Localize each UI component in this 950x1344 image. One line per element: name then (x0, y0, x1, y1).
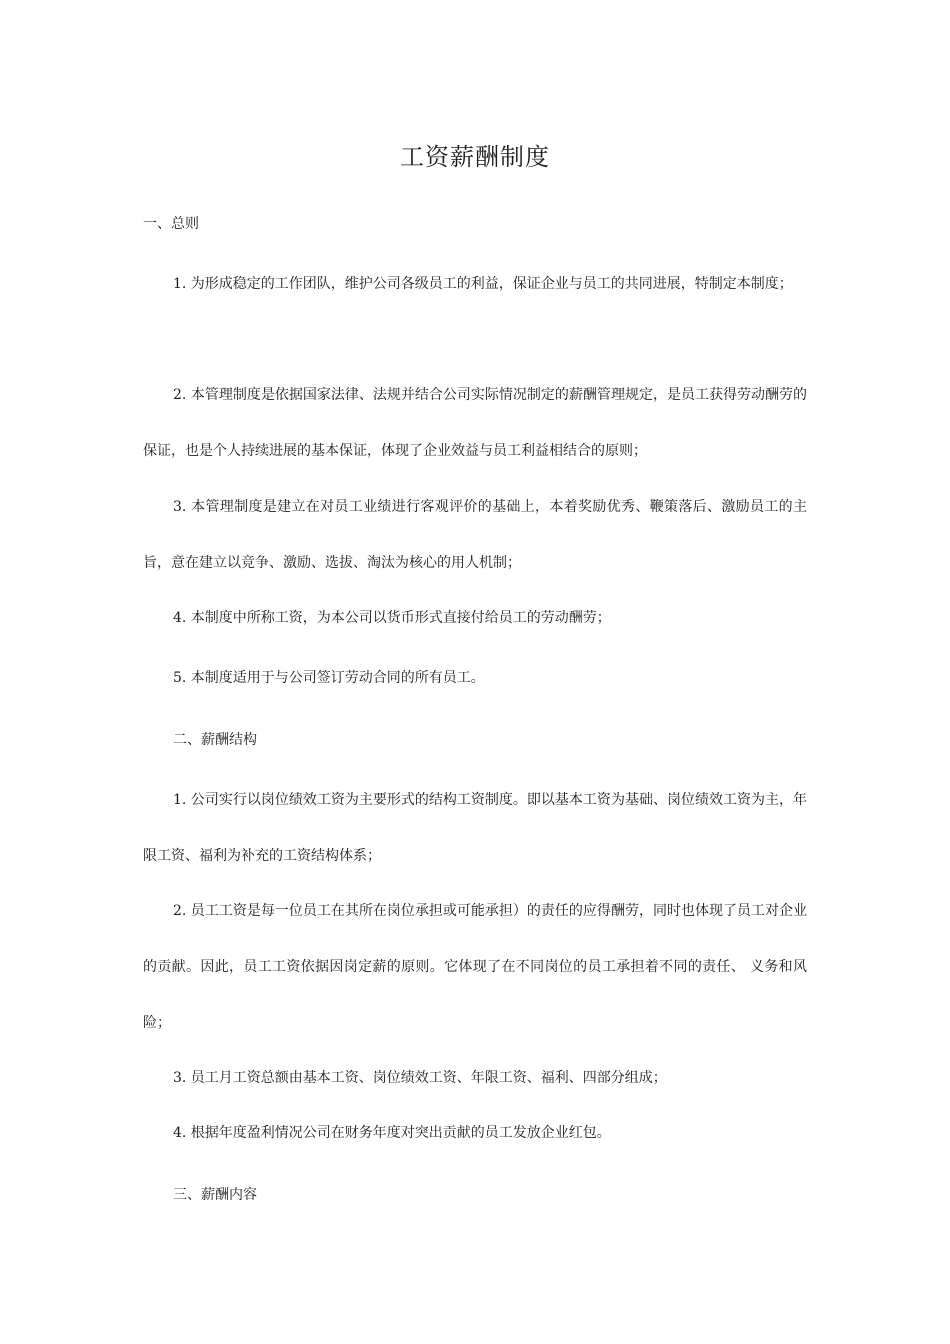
paragraph-2-3: 3. 员工月工资总额由基本工资、岗位绩效工资、年限工资、福利、四部分组成； (173, 1070, 667, 1086)
paragraph-1-3: 3. 本管理制度是建立在对员工业绩进行客观评价的基础上，本着奖励优秀、鞭策落后、激励员工的主旨，意在建立以竞争、激励、选拔、淘汰为核心的用人机制； (143, 499, 807, 571)
section-heading-salary-structure: 二、薪酬结构 (173, 732, 257, 748)
paragraph-1-2: 2. 本管理制度是依据国家法律、法规并结合公司实际情况制定的薪酬管理规定，是员工获得劳动酬劳的保证，也是个人持续进展的基本保证，体现了企业效益与员工利益相结合的原则； (143, 387, 807, 459)
paragraph-1-4: 4. 本制度中所称工资，为本公司以货币形式直接付给员工的劳动酬劳； (173, 610, 611, 626)
document-title: 工资薪酬制度 (400, 143, 550, 171)
section-heading-general: 一、总则 (143, 216, 199, 232)
paragraph-1-5: 5. 本制度适用于与公司签订劳动合同的所有员工。 (173, 670, 485, 686)
paragraph-2-1: 1. 公司实行以岗位绩效工资为主要形式的结构工资制度。即以基本工资为基础、岗位绩效工资为主，年限工资、福利为补充的工资结构体系； (143, 792, 807, 864)
paragraph-1-1: 1. 为形成稳定的工作团队，维护公司各级员工的利益，保证企业与员工的共同进展，特制定本制度； (173, 276, 793, 292)
section-heading-salary-content: 三、薪酬内容 (173, 1187, 257, 1203)
paragraph-2-4: 4. 根据年度盈利情况公司在财务年度对突出贡献的员工发放企业红包。 (173, 1125, 611, 1141)
paragraph-2-2: 2. 员工工资是每一位员工在其所在岗位承担或可能承担）的责任的应得酬劳，同时也体现了员工对企业的贡献。因此，员工工资依据因岗定薪的原则。它体现了在不同岗位的员工承担着不同的责任、 义务和风险； (143, 903, 807, 1031)
